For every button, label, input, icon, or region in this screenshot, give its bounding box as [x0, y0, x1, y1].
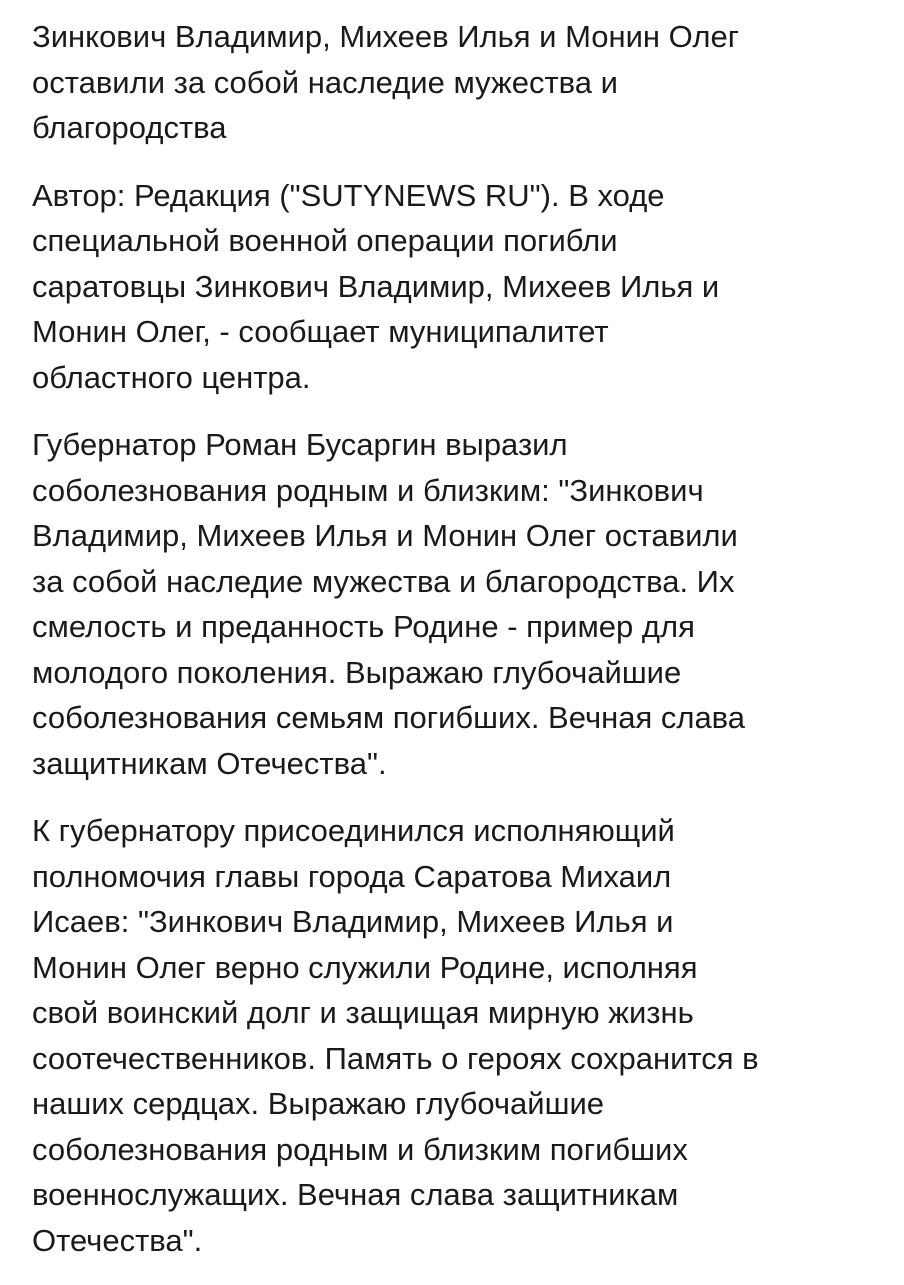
paragraph-author-intro	[32, 173, 882, 401]
text-line: Губернатор Роман Бусаргин выразил	[32, 427, 568, 462]
text-line: Монин Олег, - сообщает муниципалитет	[32, 314, 609, 349]
text-line: полномочия главы города Саратова Михаил	[32, 858, 672, 894]
text-line: Исаев: "Зинкович Владимир, Михеев Илья и	[32, 904, 674, 939]
title-line: благородства	[32, 110, 227, 145]
article	[32, 14, 882, 1285]
text-line: областного центра.	[32, 359, 311, 395]
paragraph-governor-quote	[32, 422, 882, 786]
text-line: за собой наследие мужества и благородства. Их	[32, 563, 735, 599]
text-line: соболезнования семьям погибших. Вечная слава	[32, 700, 746, 735]
text-line: саратовцы Зинкович Владимир, Михеев Илья и	[32, 268, 720, 304]
title-line: Зинкович Владимир, Михеев Илья и Монин Олег	[32, 19, 740, 54]
text-line: К губернатору присоединился исполняющий	[32, 813, 675, 848]
text-line: Отечества".	[32, 1222, 203, 1258]
text-line: защитникам Отечества".	[32, 745, 387, 781]
article-title	[32, 14, 882, 151]
text-line: соотечественников. Память о героях сохранится в	[32, 1040, 759, 1076]
text-line: Владимир, Михеев Илья и Монин Олег оставили	[32, 518, 738, 553]
text-line: свой воинский долг и защищая мирную жизнь	[32, 995, 694, 1030]
text-line: смелость и преданность Родине - пример для	[32, 609, 695, 644]
text-line: соболезнования родным и близким погибших	[32, 1131, 688, 1167]
title-line: оставили за собой наследие мужества и	[32, 64, 618, 100]
text-line: соболезнования родным и близким: "Зинкович	[32, 472, 704, 508]
paragraph-mayor-quote	[32, 808, 882, 1263]
text-line: молодого поколения. Выражаю глубочайшие	[32, 654, 682, 690]
text-line: Монин Олег верно служили Родине, исполняя	[32, 949, 698, 985]
text-line: наших сердцах. Выражаю глубочайшие	[32, 1086, 605, 1121]
text-line: специальной военной операции погибли	[32, 223, 618, 258]
text-line: Автор: Редакция ("SUTYNEWS RU"). В ходе	[32, 177, 665, 213]
text-line: военнослужащих. Вечная слава защитникам	[32, 1177, 679, 1212]
